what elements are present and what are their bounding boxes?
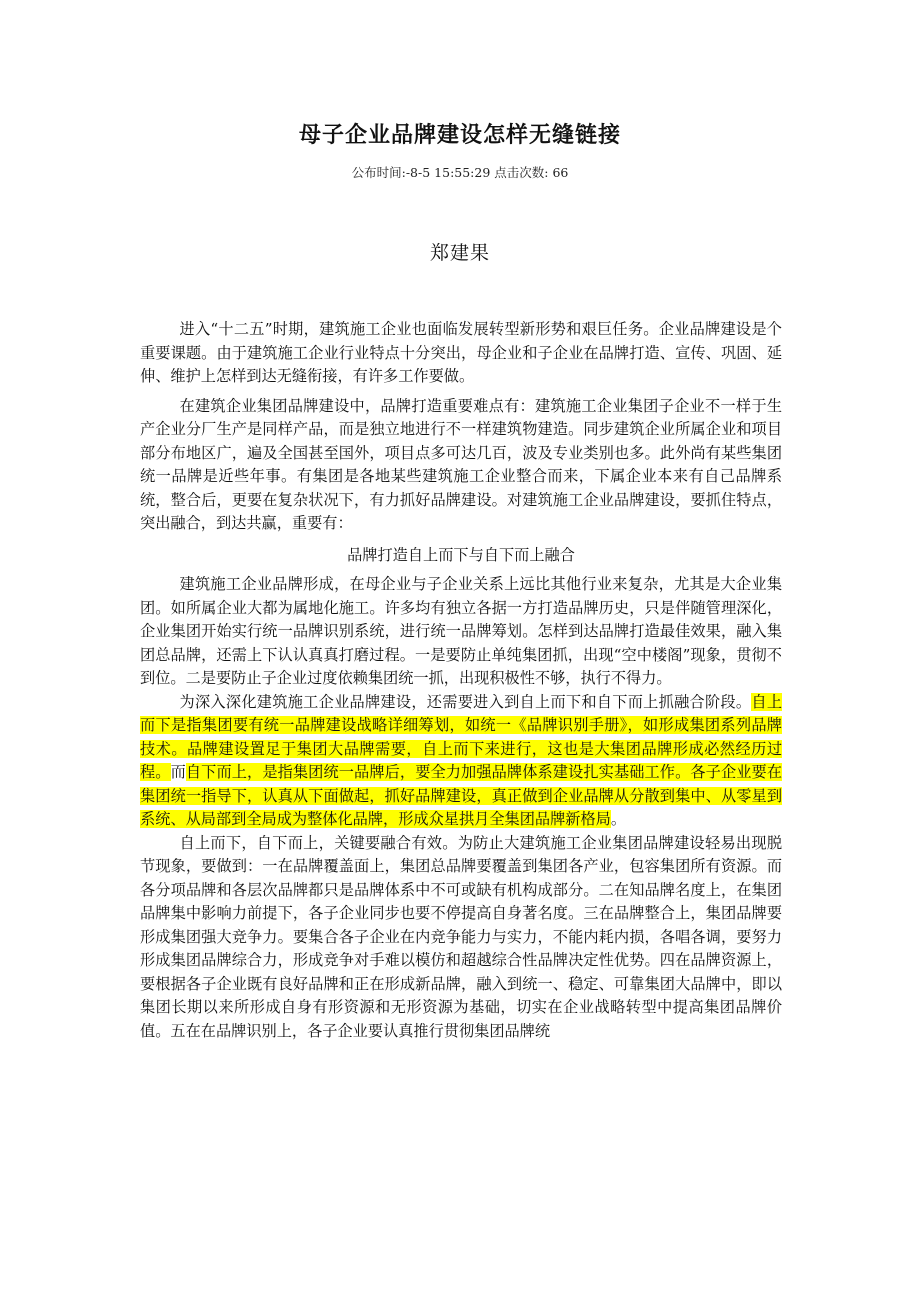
paragraph-1: 进入“十二五”时期，建筑施工企业也面临发展转型新形势和艰巨任务。企业品牌建设是个重要课题。由于建筑施工企业行业特点十分突出，母企业和子企业在品牌打造、宣传、巩固、延伸、维护上怎样到达无缝衔接，有许多工作要做。 — [140, 320, 782, 385]
paragraph-5: 自上而下，自下而上，关键要融合有效。为防止大建筑施工企业集团品牌建设轻易出现脱节现象，要做到：一在品牌覆盖面上，集团总品牌要覆盖到集团各产业，包容集团所有资源。而各分项品牌和各层次品牌都只是品牌体系中不可或缺有机构成部分。二在知品牌名度上，在集团品牌集中影响力前提下，各子企业同步也要不停提高自身著名度。三在品牌整合上，集团品牌要形成集团强大竞争力。要集合各子企业在内竞争能力与实力，不能内耗内损，各唱各调，要努力形成集团品牌综合力，形成竞争对手难以模仿和超越综合性品牌决定性优势。四在品牌资源上，要根据各子企业既有良好品牌和正在形成新品牌，融入到统一、稳定、可靠集团大品牌中，即以集团长期以来所形成自身有形资源和无形资源为基础，切实在企业战略转型中提高集团品牌价值。五在在品牌识别上，各子企业要认真推行贯彻集团品牌统 — [140, 833, 782, 1040]
highlighted-text-2: 自下而上，是指集团统一品牌后，要全力加强品牌体系建设扎实基础工作。各子企业要在集团统一指导下，认真从下面做起，抓好品牌建设，真正做到企业品牌从分散到集中、从零星到系统、从局部到全局成为整体化品牌，形成众星拱月全集团品牌新格局 — [140, 763, 783, 828]
paragraph-2: 在建筑企业集团品牌建设中，品牌打造重要难点有：建筑施工企业集团子企业不一样于生产企业分厂生产是同样产品，而是独立地进行不一样建筑物建造。同步建筑企业所属企业和项目部分布地区广，遍及全国甚至国外，项目点多可达几百，波及专业类别也多。此外尚有某些集团统一品牌是近些年事。有集团是各地某些建筑施工企业整合而来，下属企业本来有自己品牌系统，整合后，更要在复杂状况下，有力抓好品牌建设。对建筑施工企业品牌建设，要抓住特点，突出融合，到达共赢，重要有： — [140, 396, 782, 532]
paragraph-4-mid: 而 — [170, 763, 186, 781]
highlighted-text-1: 自上而下是指集团要有统一品牌建设战略详细筹划，如统一《品牌识别手册》，如形成集团系列品牌技术。品牌建设置足于集团大品牌需要，自上而下来进行，这也是大集团品牌形成必然经历过程。 — [140, 692, 783, 781]
publish-meta: 公布时间:-8-5 15:55:29 点击次数: 66 — [351, 165, 569, 180]
paragraph-4 — [140, 691, 782, 832]
paragraph-4-lead: 为深入深化建筑施工企业品牌建设，还需要进入到自上而下和自下而上抓融合阶段。 — [179, 692, 752, 711]
paragraph-4-end: 。 — [610, 810, 626, 828]
author-name: 郑建果 — [429, 242, 490, 264]
article-title: 母子企业品牌建设怎样无缝链接 — [298, 122, 621, 148]
paragraph-3: 建筑施工企业品牌形成，在母企业与子企业关系上远比其他行业来复杂，尤其是大企业集团。如所属企业大都为属地化施工。许多均有独立各据一方打造品牌历史，只是伴随管理深化，企业集团开始实行统一品牌识别系统，进行统一品牌筹划。怎样到达品牌打造最佳效果，融入集团总品牌，还需上下认认真真打磨过程。一是要防止单纯集团抓，出现“空中楼阁”现象，贯彻不到位。二是要防止子企业过度依赖集团统一抓，出现积极性不够，执行不得力。 — [140, 575, 782, 687]
article-body — [140, 318, 782, 1043]
section-heading: 品牌打造自上而下与自下而上融合 — [347, 545, 575, 564]
